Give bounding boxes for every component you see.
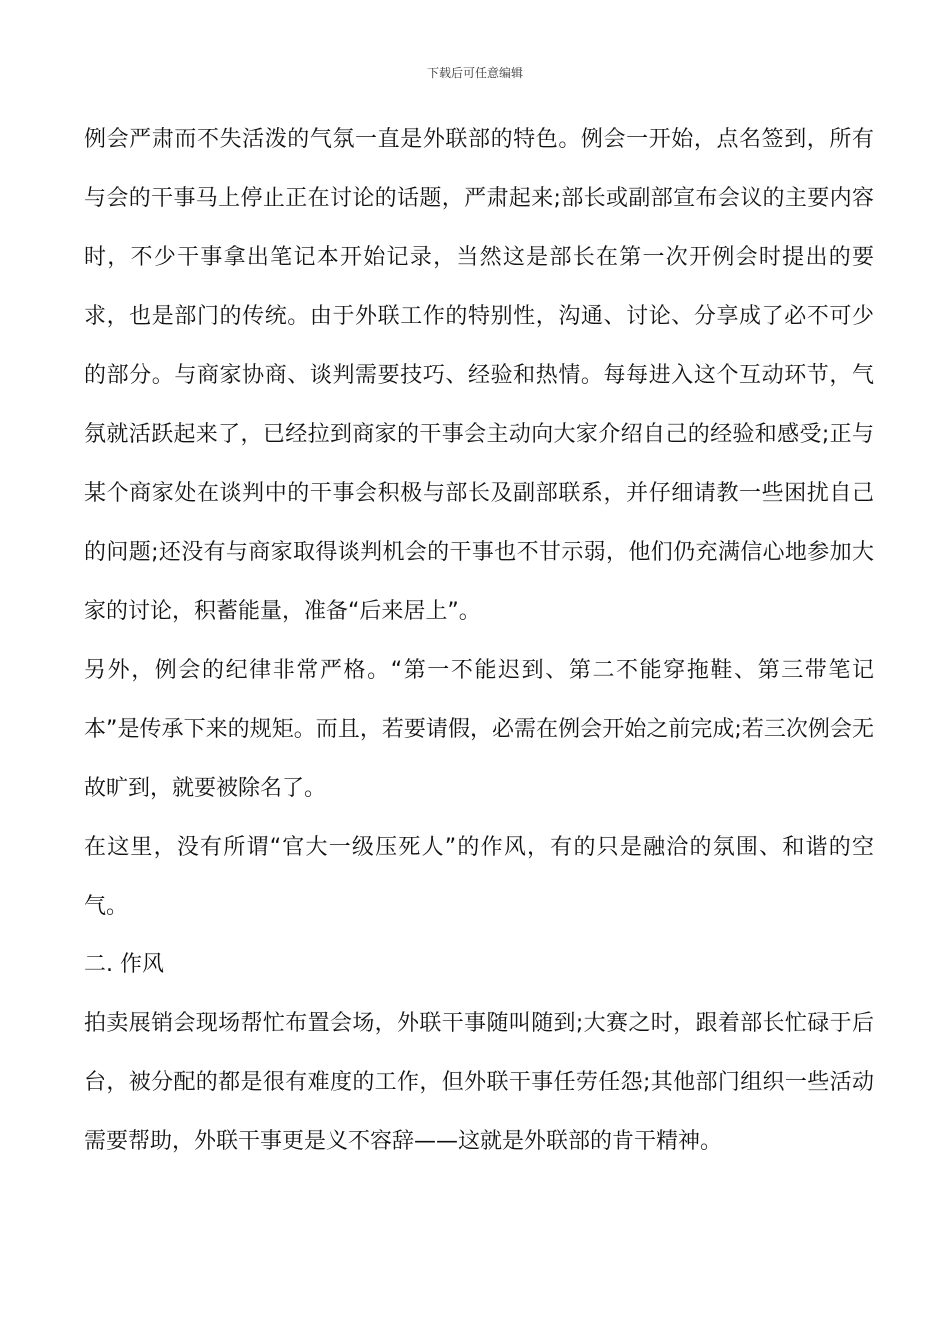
document-body xyxy=(84,110,874,1171)
paragraph-work-style: 拍卖展销会现场帮忙布置会场，外联干事随叫随到;大赛之时，跟着部长忙碌于后台，被分配的都是很有难度的工作，但外联干事任劳任怨;其他部门组织一些活动需要帮助，外联干事更是义不容辞——这就是外联部的肯干精神。 xyxy=(84,1011,874,1154)
page-header: 下载后可任意编辑 xyxy=(426,66,523,80)
paragraph-meeting-atmosphere: 例会严肃而不失活泼的气氛一直是外联部的特色。例会一开始，点名签到，所有与会的干事马上停止正在讨论的话题，严肃起来;部长或副部宣布会议的主要内容时，不少干事拿出笔记本开始记录，当然这是部长在第一次开例会时提出的要求，也是部门的传统。由于外联工作的特别性，沟通、讨论、分享成了必不可少的部分。与商家协商、谈判需要技巧、经验和热情。每每进入这个互动环节，气氛就活跃起来了，已经拉到商家的干事会主动向大家介绍自己的经验和感受;正与某个商家处在谈判中的干事会积极与部长及副部联系，并仔细请教一些困扰自己的问题;还没有与商家取得谈判机会的干事也不甘示弱，他们仍充满信心地参加大家的讨论，积蓄能量，准备“后来居上”。 xyxy=(84,127,874,624)
paragraph-harmony: 在这里，没有所谓“官大一级压死人”的作风，有的只是融洽的氛围、和谐的空气。 xyxy=(84,835,874,919)
section-heading: 二. 作风 xyxy=(84,952,164,977)
paragraph-meeting-discipline: 另外，例会的纪律非常严格。“第一不能迟到、第二不能穿拖鞋、第三带笔记本”是传承下来的规矩。而且，若要请假，必需在例会开始之前完成;若三次例会无故旷到，就要被除名了。 xyxy=(84,658,874,801)
